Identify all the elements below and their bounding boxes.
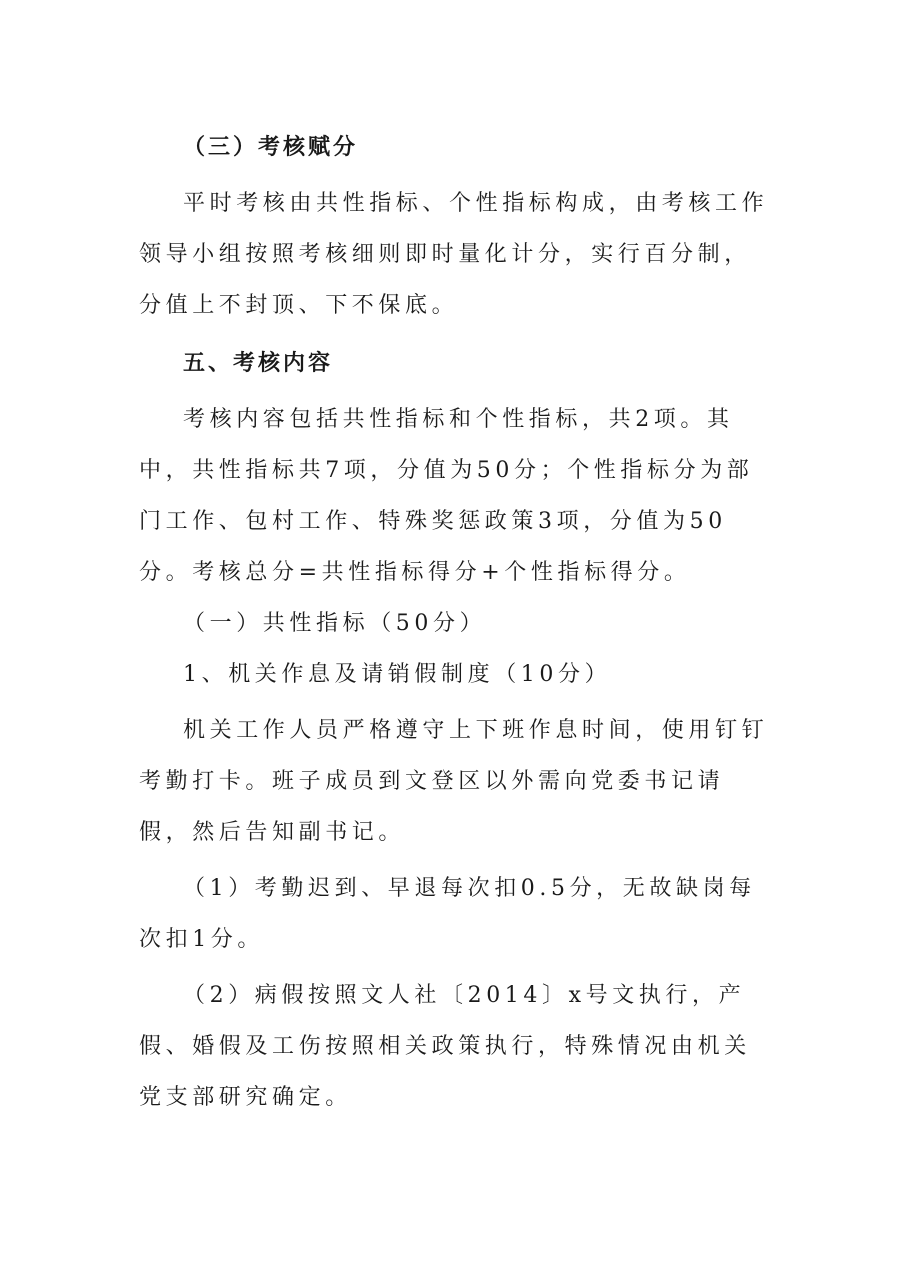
section-heading-assessment-content: 五、考核内容	[183, 351, 334, 376]
paragraph-scoring-rules: 平时考核由共性指标、个性指标构成，由考核工作领导小组按照考核细则即时量化计分，实行百分制，分值上不封顶、下不保底。	[139, 191, 769, 318]
paragraph-sick-leave-policy: （2）病假按照文人社〔2014〕x号文执行，产假、婚假及工伤按照相关政策执行，特殊情况由机关党支部研究确定。	[139, 983, 751, 1110]
document-body	[139, 122, 771, 1123]
section-heading-assessment-scoring: （三）考核赋分	[183, 135, 359, 160]
sub-heading-common-indicators: （一）共性指标（50分）	[183, 611, 487, 636]
paragraph-late-deduction: （1）考勤迟到、早退每次扣0.5分，无故缺岗每次扣1分。	[139, 876, 756, 952]
paragraph-content-overview: 考核内容包括共性指标和个性指标，共2项。其中，共性指标共7项，分值为50分；个性指标分为部门工作、包村工作、特殊奖惩政策3项，分值为50分。考核总分=共性指标得分+个性指标得分。	[139, 407, 754, 585]
item-office-schedule-leave: 1、机关作息及请销假制度（10分）	[183, 662, 612, 687]
paragraph-attendance-rules: 机关工作人员严格遵守上下班作息时间，使用钉钉考勤打卡。班子成员到文登区以外需向党委书记请假，然后告知副书记。	[139, 718, 769, 845]
